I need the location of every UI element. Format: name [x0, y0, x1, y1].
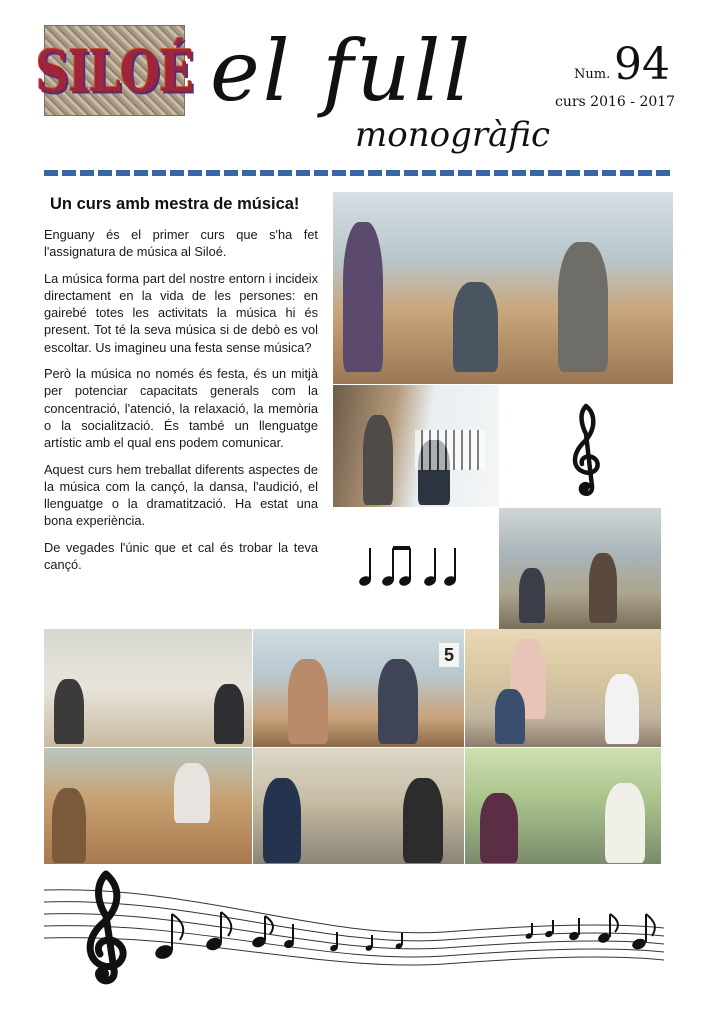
- treble-clef-icon: [540, 400, 630, 500]
- article-title: Un curs amb mestra de música!: [50, 195, 300, 213]
- music-notes-icon: [350, 540, 465, 590]
- issue-number: 94: [614, 39, 670, 90]
- course-year: curs 2016 - 2017: [555, 94, 676, 110]
- article-paragraph: Enguany és el primer curs que s'ha fet l'assignatura de música al Siloé.: [44, 227, 318, 260]
- logo-text: SILOÉ: [35, 36, 194, 105]
- room-number-sign: 5: [439, 643, 459, 667]
- photo-table-activity-1: [44, 629, 252, 747]
- photo-table-activity-2: [253, 629, 464, 747]
- photo-classroom: [499, 508, 661, 629]
- photo-piano-keyboard: [333, 385, 499, 507]
- article-paragraph: La música forma part del nostre entorn i incideix directament en la vida de les persones: en gairebé totes les activitats la música hi és present. Tot té la seva música si de debò es vol escoltar. Us imagineu una festa sense música?: [44, 270, 318, 355]
- dashed-divider: [44, 170, 674, 176]
- issue-number-label: Num.: [574, 67, 611, 82]
- music-stave-icon: [44, 870, 664, 985]
- newsletter-title: el full: [210, 22, 474, 120]
- article-body: [44, 226, 318, 582]
- newsletter-subtitle: monogràfic: [355, 115, 551, 155]
- article-paragraph: De vegades l'únic que et cal és trobar la teva cançó.: [44, 539, 318, 573]
- article-paragraph: Aquest curs hem treballat diferents aspectes de la música com la cançó, la dansa, l'audició, el llenguatge o la dramatització. Ha estat una bona experiència.: [44, 461, 318, 529]
- photo-music-class: [333, 192, 673, 384]
- siloe-logo: [35, 25, 194, 116]
- photo-instruments-1: [44, 748, 252, 864]
- photo-teacher-guitar: [465, 629, 661, 747]
- article-paragraph: Però la música no només és festa, és un mitjà per potenciar capacitats generals com la concentració, l'atenció, la relaxació, la memòria o la socialització. És també un llenguatge artístic amb el qual ens podem comunicar.: [44, 366, 318, 451]
- photo-instruments-2: [253, 748, 464, 864]
- photo-instruments-3: [465, 748, 661, 864]
